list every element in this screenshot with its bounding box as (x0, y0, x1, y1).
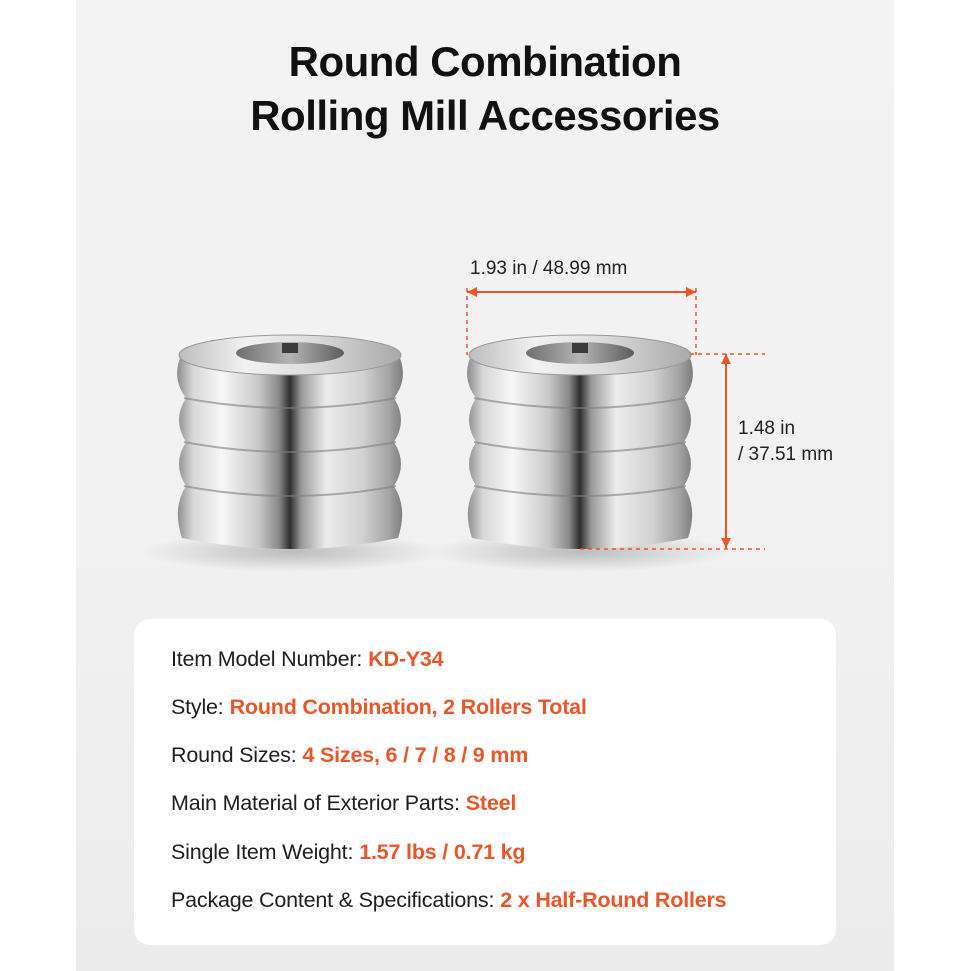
spec-label: Style: (171, 695, 224, 719)
spec-value: 1.57 lbs / 0.71 kg (359, 840, 526, 864)
roller-left (177, 335, 403, 549)
roller-right (467, 335, 693, 549)
spec-label: Round Sizes: (171, 743, 297, 767)
spec-value: Round Combination, 2 Rollers Total (229, 695, 587, 719)
spec-value: KD-Y34 (368, 647, 444, 671)
spec-value: 4 Sizes, 6 / 7 / 8 / 9 mm (302, 743, 529, 767)
width-dimension-label: 1.93 in / 48.99 mm (470, 258, 628, 279)
spec-row-style (171, 695, 587, 720)
spec-label: Single Item Weight: (171, 840, 354, 864)
height-dimension-line-2: / 37.51 mm (738, 444, 834, 465)
spec-value: 2 x Half-Round Rollers (500, 888, 727, 912)
spec-label: Package Content & Specifications: (171, 888, 495, 912)
spec-row-weight (171, 840, 525, 865)
page-title-line-1: Round Combination (288, 38, 682, 85)
spec-row-model (171, 647, 443, 672)
spec-value: Steel (465, 791, 517, 815)
spec-row-package (171, 888, 726, 913)
spec-row-round-sizes (171, 743, 528, 768)
spec-label: Item Model Number: (171, 647, 363, 671)
spec-label: Main Material of Exterior Parts: (171, 791, 460, 815)
height-dimension-label (738, 416, 858, 468)
page-title-line-2: Rolling Mill Accessories (250, 92, 720, 139)
spec-row-material (171, 791, 516, 816)
height-dimension-line-1: 1.48 in (738, 418, 796, 439)
